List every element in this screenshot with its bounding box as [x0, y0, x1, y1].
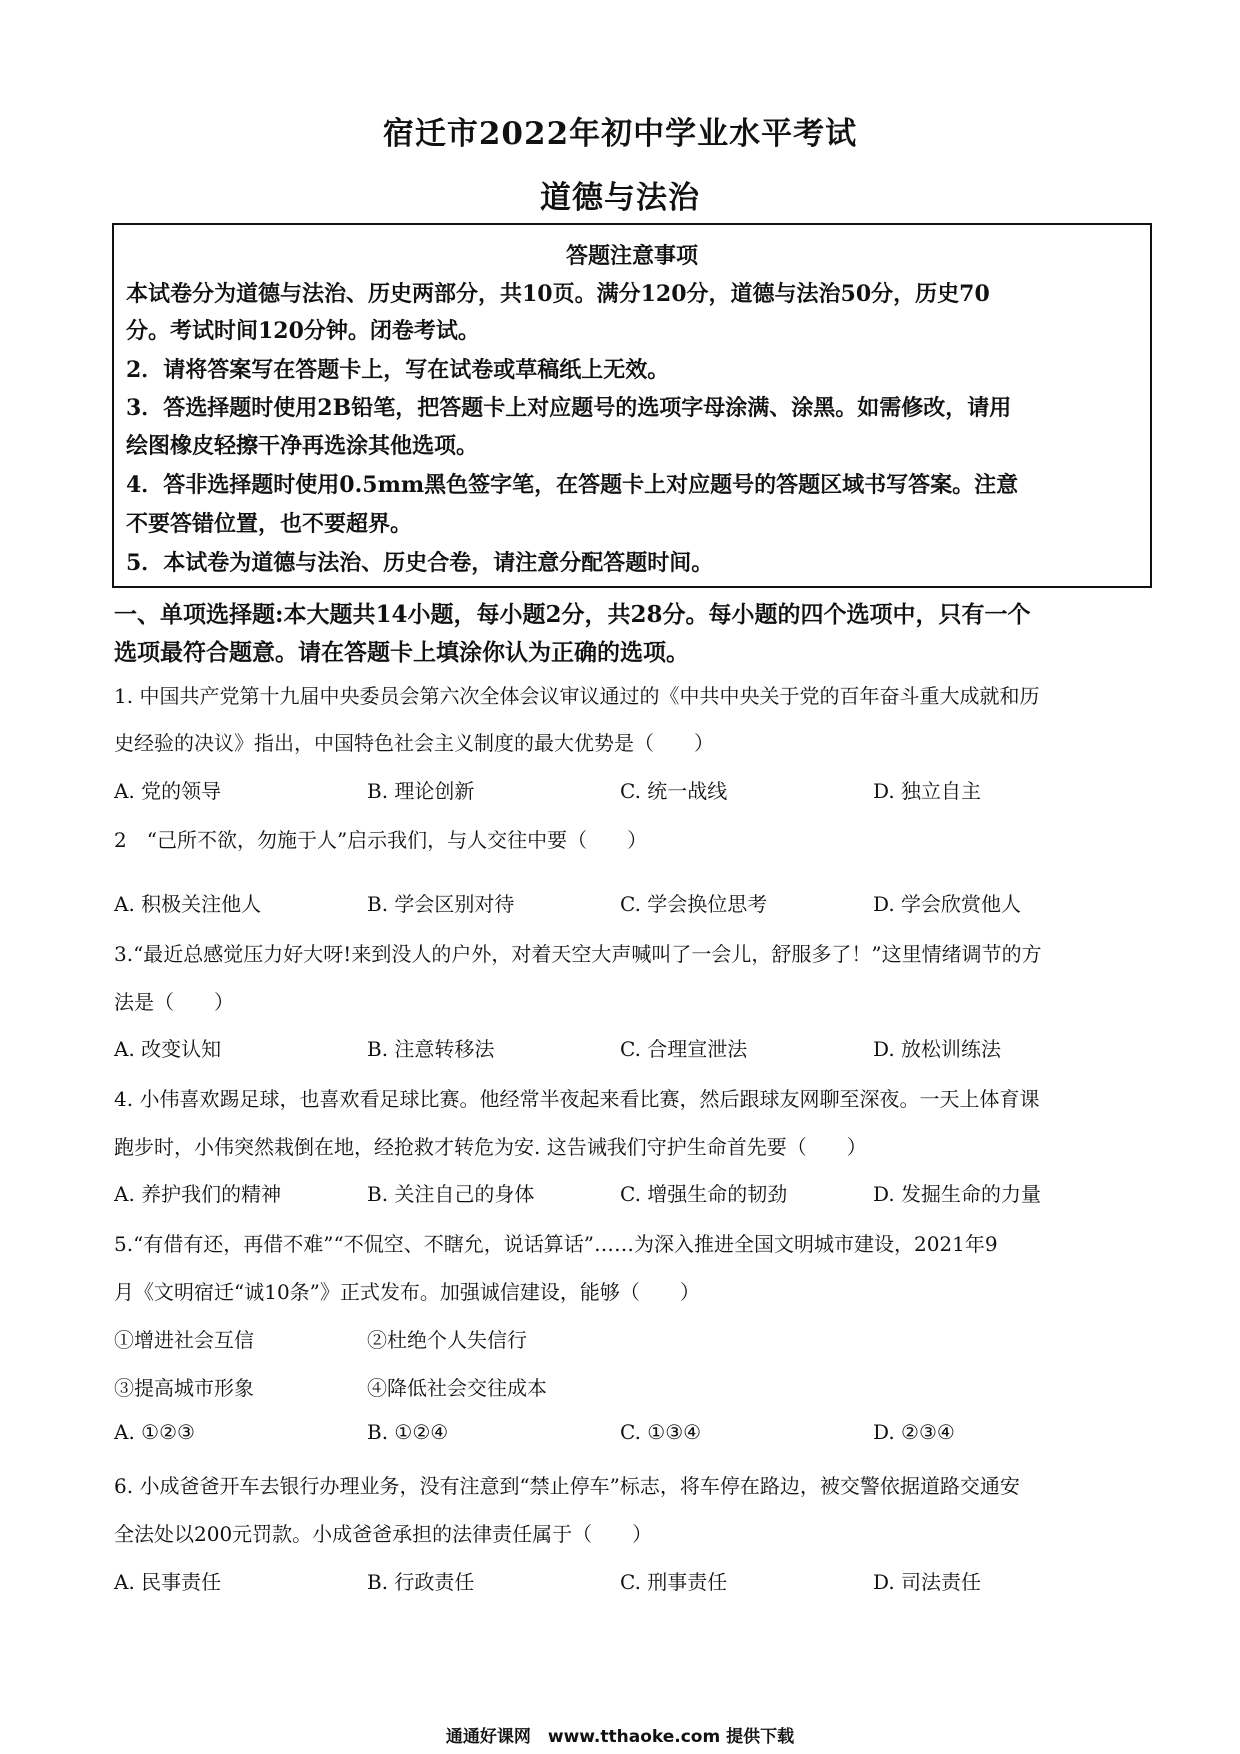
question-5-statements-row: [114, 1324, 1124, 1354]
question-4-line: 4. 小伟喜欢踢足球，也喜欢看足球比赛。他经常半夜起来看比赛，然后跟球友网聊至深夜。一天上体育课: [114, 1087, 1040, 1111]
option-d: D. ②③④: [873, 1420, 955, 1444]
notice-box: [112, 223, 1152, 588]
option-a: A. 改变认知: [114, 1037, 222, 1061]
question-6-line: 6. 小成爸爸开车去银行办理业务，没有注意到“禁止停车”标志，将车停在路边，被交警依据道路交通安: [114, 1474, 1020, 1498]
question-1-line: 史经验的决议》指出，中国特色社会主义制度的最大优势是（ ）: [114, 731, 714, 755]
notice-line: 2．请将答案写在答题卡上，写在试卷或草稿纸上无效。: [126, 357, 670, 383]
subject-title: 道德与法治: [540, 180, 700, 216]
notice-line: 本试卷分为道德与法治、历史两部分，共10页。满分120分，道德与法治50分，历史70: [126, 281, 990, 307]
option-a: A. 积极关注他人: [114, 892, 262, 916]
option-d: D. 放松训练法: [873, 1037, 1002, 1061]
option-b: B. ①②④: [367, 1420, 449, 1444]
statement-3: ③提高城市形象: [114, 1376, 254, 1400]
option-b: B. 注意转移法: [367, 1037, 495, 1061]
question-6-line: 全法处以200元罚款。小成爸爸承担的法律责任属于（ ）: [114, 1522, 653, 1546]
option-c: C. 学会换位思考: [620, 892, 768, 916]
option-a: A. ①②③: [114, 1420, 195, 1444]
option-d: D. 司法责任: [873, 1570, 982, 1594]
option-c: C. 刑事责任: [620, 1570, 728, 1594]
option-b: B. 关注自己的身体: [367, 1182, 535, 1206]
exam-title: 宿迁市2022年初中学业水平考试: [382, 116, 858, 152]
question-3-options: [114, 1033, 1124, 1063]
notice-heading: 答题注意事项: [565, 243, 698, 269]
question-2-line: 2 “己所不欲，勿施于人”启示我们，与人交往中要（ ）: [114, 828, 648, 852]
option-a: A. 民事责任: [114, 1570, 222, 1594]
question-5-options: [114, 1420, 1124, 1450]
question-5-line: 5.“有借有还，再借不难”“不侃空、不瞎允，说话算话”……为深入推进全国文明城市建设，2021年9: [114, 1232, 998, 1256]
notice-line: 4．答非选择题时使用0.5mm黑色签字笔，在答题卡上对应题号的答题区域书写答案。注意: [126, 472, 1019, 498]
question-3-line: 3.“最近总感觉压力好大呀!来到没人的户外，对着天空大声喊叫了一会儿，舒服多了！”这里情绪调节的方: [114, 942, 1042, 966]
option-a: A. 党的领导: [114, 779, 222, 803]
option-c: C. ①③④: [620, 1420, 702, 1444]
notice-line: 分。考试时间120分钟。闭卷考试。: [126, 318, 480, 344]
statement-2: ②杜绝个人失信行: [367, 1328, 527, 1352]
statement-4: ④降低社会交往成本: [367, 1376, 547, 1400]
option-d: D. 学会欣赏他人: [873, 892, 1022, 916]
option-b: B. 学会区别对待: [367, 892, 515, 916]
question-6-options: [114, 1566, 1124, 1596]
section-heading: 一、单项选择题:本大题共14小题，每小题2分，共28分。每小题的四个选项中，只有一个: [114, 601, 1031, 628]
option-d: D. 独立自主: [873, 779, 982, 803]
notice-line: 绘图橡皮轻擦干净再选涂其他选项。: [126, 433, 479, 459]
option-c: C. 增强生命的韧劲: [620, 1182, 788, 1206]
question-4-line: 跑步时，小伟突然栽倒在地，经抢救才转危为安. 这告诫我们守护生命首先要（ ）: [114, 1135, 867, 1159]
question-3-line: 法是（ ）: [114, 990, 234, 1014]
option-b: B. 理论创新: [367, 779, 475, 803]
notice-line: 不要答错位置，也不要超界。: [126, 511, 413, 537]
question-2-options: [114, 888, 1124, 918]
option-c: C. 合理宣泄法: [620, 1037, 748, 1061]
question-5-statements-row: [114, 1372, 1124, 1402]
page-footer: 通通好课网 www.tthaoke.com 提供下载: [445, 1727, 795, 1747]
notice-line: 5．本试卷为道德与法治、历史合卷，请注意分配答题时间。: [126, 550, 714, 576]
notice-line: 3．答选择题时使用2B铅笔，把答题卡上对应题号的选项字母涂满、涂黑。如需修改，请用: [126, 395, 1012, 421]
question-5-line: 月《文明宿迁“诚10条”》正式发布。加强诚信建设，能够（ ）: [114, 1280, 700, 1304]
question-4-options: [114, 1178, 1124, 1208]
option-c: C. 统一战线: [620, 779, 728, 803]
question-1-options: [114, 775, 1124, 805]
question-1-line: 1. 中国共产党第十九届中央委员会第六次全体会议审议通过的《中共中央关于党的百年奋斗重大成就和历: [114, 684, 1040, 708]
statement-1: ①增进社会互信: [114, 1328, 254, 1352]
option-b: B. 行政责任: [367, 1570, 475, 1594]
option-d: D. 发掘生命的力量: [873, 1182, 1042, 1206]
option-a: A. 养护我们的精神: [114, 1182, 282, 1206]
section-heading-cont: 选项最符合题意。请在答题卡上填涂你认为正确的选项。: [114, 639, 689, 666]
